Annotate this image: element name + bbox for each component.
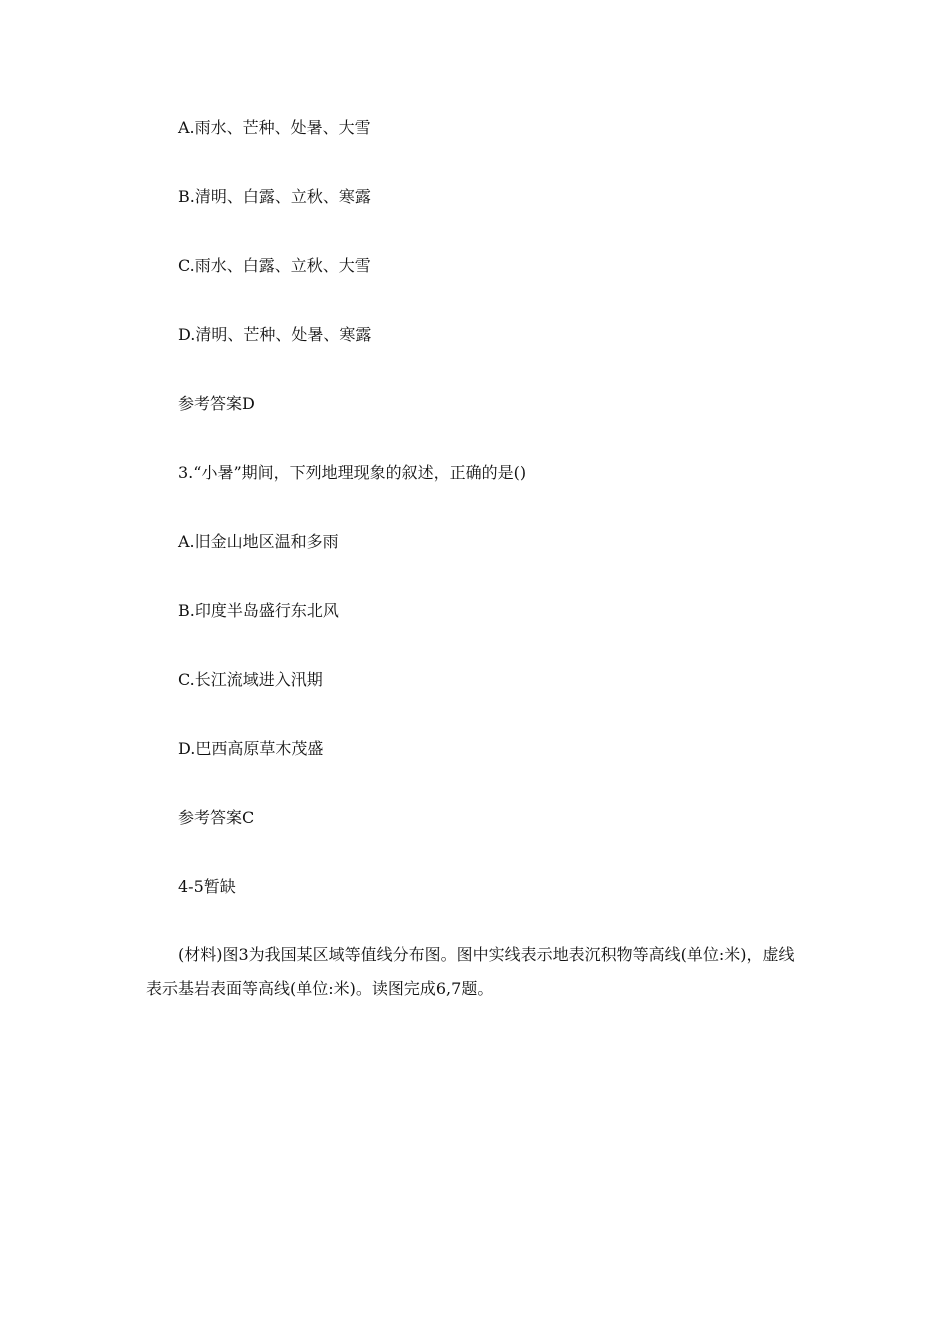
q2-option-c: C.雨水、白露、立秋、大雪 — [178, 256, 371, 275]
q3-option-a: A.旧金山地区温和多雨 — [178, 532, 339, 551]
q3-option-b: B.印度半岛盛行东北风 — [178, 601, 339, 620]
q3-option-d: D.巴西高原草木茂盛 — [178, 739, 324, 758]
q3-stem: 3.“小暑”期间，下列地理现象的叙述，正确的是() — [178, 463, 527, 482]
q2-option-a: A.雨水、芒种、处暑、大雪 — [178, 118, 371, 137]
material-paragraph: (材料)图3为我国某区域等值线分布图。图中实线表示地表沉积物等高线(单位:米)，虚线表示基岩表面等高线(单位:米)。读图完成6,7题。 — [146, 945, 795, 998]
q45-note: 4-5暂缺 — [178, 877, 236, 896]
q2-answer: 参考答案D — [178, 394, 255, 413]
q2-option-b: B.清明、白露、立秋、寒露 — [178, 187, 371, 206]
q3-option-c: C.长江流域进入汛期 — [178, 670, 323, 689]
q3-answer: 参考答案C — [178, 808, 255, 827]
q2-option-d: D.清明、芒种、处暑、寒露 — [178, 325, 372, 344]
